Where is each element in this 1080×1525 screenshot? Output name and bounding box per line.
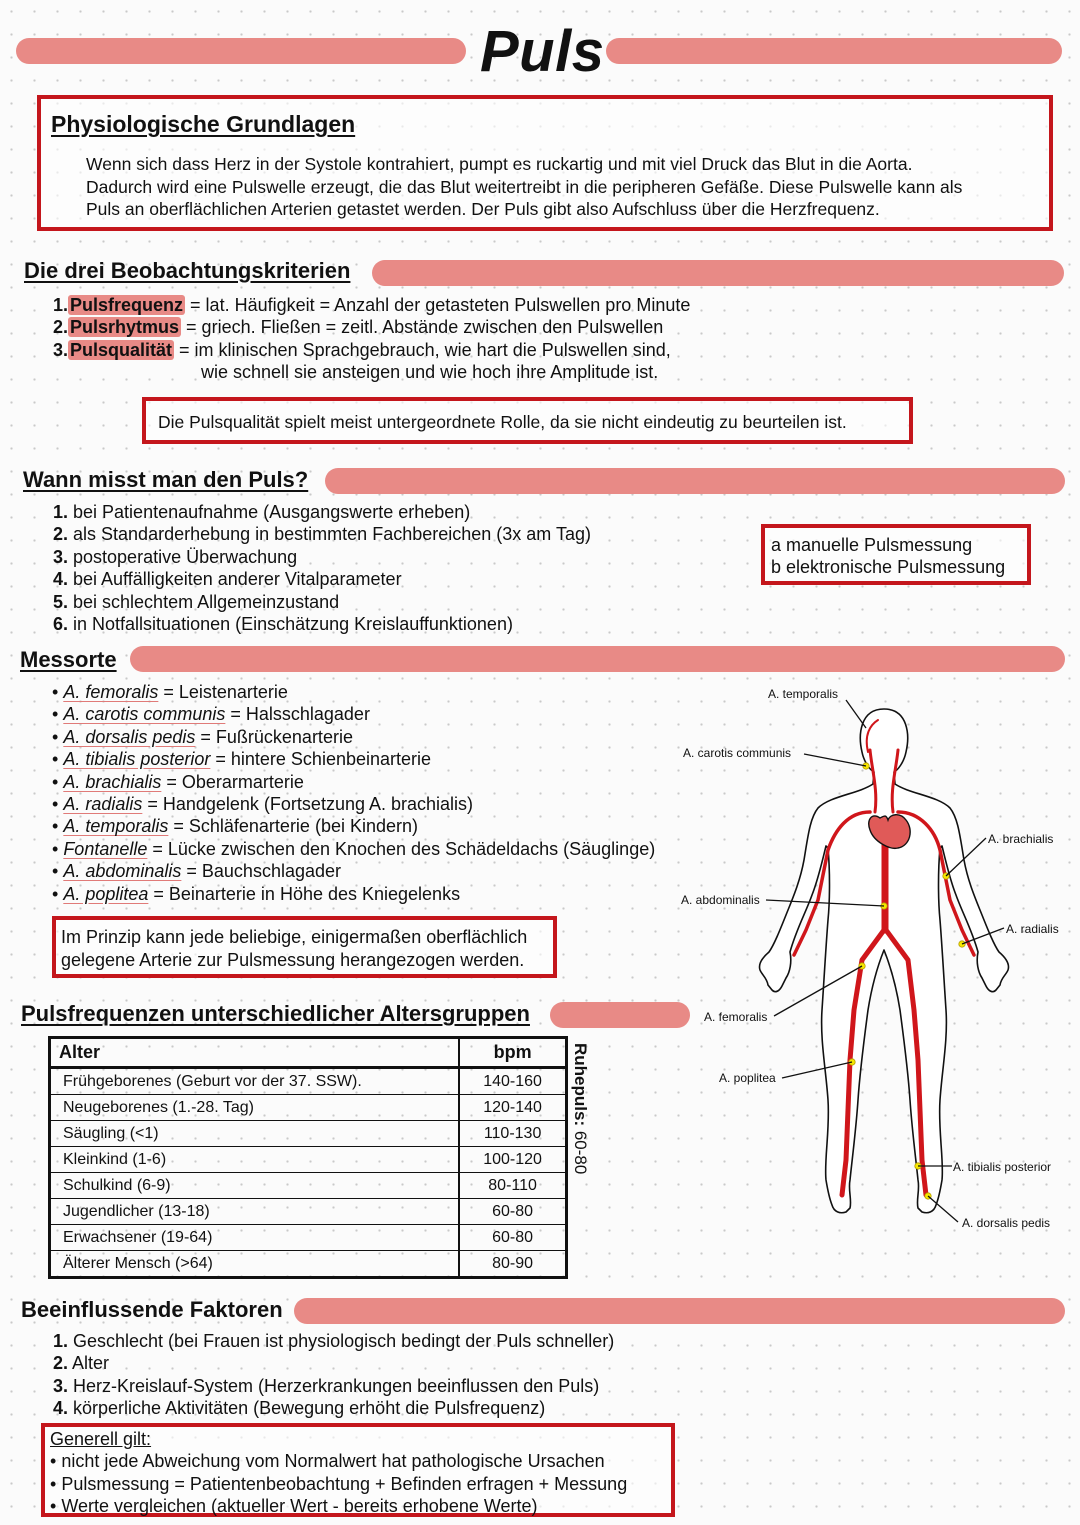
list-item: 2. Pulsrhytmus = griech. Fließen = zeitl. Abstände zwischen den Pulswellen	[53, 317, 664, 338]
when-heading: Wann misst man den Puls?	[23, 467, 309, 492]
list-item: • Pulsmessung = Patientenbeobachtung + Befinden erfragen + Messung	[50, 1473, 628, 1494]
list-item: 1. Pulsfrequenz = lat. Häufigkeit = Anzahl der getasteten Pulswellen pro Minute	[53, 295, 691, 315]
list-item: 6. in Notfallsituationen (Einschätzung Kreislauffunktionen)	[53, 614, 513, 635]
list-item: 1. bei Patientenaufnahme (Ausgangswerte erheben)	[53, 502, 471, 522]
list-item: • A. poplitea = Beinarterie in Höhe des Kniegelenks	[52, 883, 461, 904]
col-alter: Alter	[50, 1038, 460, 1068]
ruhepuls-label: Ruhepuls: 60-80	[571, 1043, 590, 1175]
sites-heading: Messorte	[20, 647, 117, 672]
list-item: • A. abdominalis = Bauchschlagader	[52, 861, 341, 882]
diagram-label-femoralis: A. femoralis	[704, 1010, 768, 1024]
criteria-heading: Die drei Beobachtungskriterien	[24, 258, 351, 283]
ages-heading: Pulsfrequenzen unterschiedlicher Altersgruppen	[21, 1001, 530, 1026]
table-row: Säugling (<1) 110-130	[50, 1121, 567, 1147]
list-item: • A. tibialis posterior = hintere Schienbeinarterie	[52, 749, 432, 770]
diagram-label-poplitea: A. poplitea	[719, 1071, 776, 1085]
ages-table	[48, 1036, 568, 1279]
list-item: • Fontanelle = Lücke zwischen den Knochen des Schädeldachs (Säuglinge)	[52, 838, 656, 859]
list-item-continuation: wie schnell sie ansteigen und wie hoch ihre Amplitude ist.	[201, 362, 659, 383]
physio-heading: Physiologische Grundlagen	[51, 111, 356, 137]
factors-heading: Beeinflussende Faktoren	[21, 1297, 283, 1322]
list-item: 1. Geschlecht (bei Frauen ist physiologisch bedingt der Puls schneller)	[53, 1331, 615, 1351]
physio-line: Wenn sich dass Herz in der Systole kontrahiert, pumpt es ruckartig und mit viel Druck das Blut in die Aorta.	[86, 154, 913, 174]
table-header-row	[50, 1038, 567, 1068]
list-item: 4. bei Auffälligkeiten anderer Vitalparameter	[53, 569, 402, 590]
page-title: Puls	[480, 19, 605, 84]
list-item: 2. Alter	[53, 1353, 110, 1374]
table-row: Älterer Mensch (>64) 80-90	[50, 1251, 567, 1278]
method-item: b elektronische Pulsmessung	[771, 557, 1006, 577]
diagram-label-radialis: A. radialis	[1006, 922, 1059, 936]
list-item: 3. Herz-Kreislauf-System (Herzerkrankungen beeinflussen den Puls)	[53, 1375, 600, 1396]
table-row: Neugeborenes (1.-28. Tag) 120-140	[50, 1095, 567, 1121]
list-item: • nicht jede Abweichung vom Normalwert hat pathologische Ursachen	[50, 1451, 605, 1472]
term-highlight: Pulsqualität	[70, 339, 173, 360]
list-item: 3. Pulsqualität = im klinischen Sprachgebrauch, wie hart die Pulswellen sind,	[53, 339, 671, 360]
table-row: Erwachsener (19-64) 60-80	[50, 1225, 567, 1251]
list-item: • A. radialis = Handgelenk (Fortsetzung A. brachialis)	[52, 794, 474, 815]
list-item: • A. brachialis = Oberarmarterie	[52, 771, 304, 792]
sites-note-line: Im Prinzip kann jede beliebige, einigermaßen oberflächlich	[61, 927, 528, 947]
criteria-note: Die Pulsqualität spielt meist untergeordnete Rolle, da sie nicht eindeutig zu beurteilen ist.	[158, 412, 847, 432]
table-row: Kleinkind (1-6) 100-120	[50, 1147, 567, 1173]
list-item: • A. dorsalis pedis = Fußrückenarterie	[52, 726, 353, 747]
table-row: Schulkind (6-9) 80-110	[50, 1173, 567, 1199]
list-item: • A. temporalis = Schläfenarterie (bei Kindern)	[52, 816, 418, 837]
diagram-label-tibialis: A. tibialis posterior	[953, 1160, 1052, 1174]
list-item: 5. bei schlechtem Allgemeinzustand	[53, 591, 340, 612]
general-heading: Generell gilt:	[50, 1429, 152, 1449]
diagram-label-brachialis: A. brachialis	[988, 832, 1054, 846]
factors-bar	[294, 1298, 1065, 1324]
body-outline	[759, 709, 1008, 1213]
col-bpm: bpm	[459, 1038, 566, 1068]
diagram-label-abdominalis: A. abdominalis	[681, 893, 760, 907]
table-row: Frühgeborenes (Geburt vor der 37. SSW). 140-160	[50, 1068, 567, 1095]
list-item: 3. postoperative Überwachung	[53, 546, 298, 567]
diagram-label-temporalis: A. temporalis	[768, 687, 839, 701]
ages-bar	[550, 1002, 690, 1028]
list-item: • A. carotis communis = Halsschlagader	[52, 704, 370, 725]
diagram-label-carotis: A. carotis communis	[683, 746, 792, 760]
term-highlight: Pulsfrequenz	[70, 295, 184, 315]
factors-list	[53, 1330, 614, 1420]
table-row: Jugendlicher (13-18) 60-80	[50, 1199, 567, 1225]
list-item: 4. körperliche Aktivitäten (Bewegung erhöht die Pulsfrequenz)	[53, 1398, 546, 1419]
list-item: 2. als Standarderhebung in bestimmten Fachbereichen (3x am Tag)	[53, 524, 591, 545]
term-highlight: Pulsrhytmus	[70, 317, 180, 338]
method-item: a manuelle Pulsmessung	[771, 535, 973, 555]
list-item: • Werte vergleichen (aktueller Wert - bereits erhobene Werte)	[50, 1496, 538, 1517]
sites-note-line: gelegene Arterie zur Pulsmessung herangezogen werden.	[61, 949, 525, 970]
list-item: • A. femoralis = Leistenarterie	[52, 682, 288, 702]
general-box	[41, 1423, 675, 1517]
physio-line: Dadurch wird eine Pulswelle erzeugt, die das Blut weitertreibt in die peripheren Gefäße. Diese Pulswelle kann als	[86, 176, 963, 197]
physio-line: Puls an oberflächlichen Arterien getastet werden. Der Puls gibt also Aufschluss über die Herzfrequenz.	[86, 199, 880, 219]
diagram-label-dorsalis: A. dorsalis pedis	[962, 1216, 1051, 1230]
